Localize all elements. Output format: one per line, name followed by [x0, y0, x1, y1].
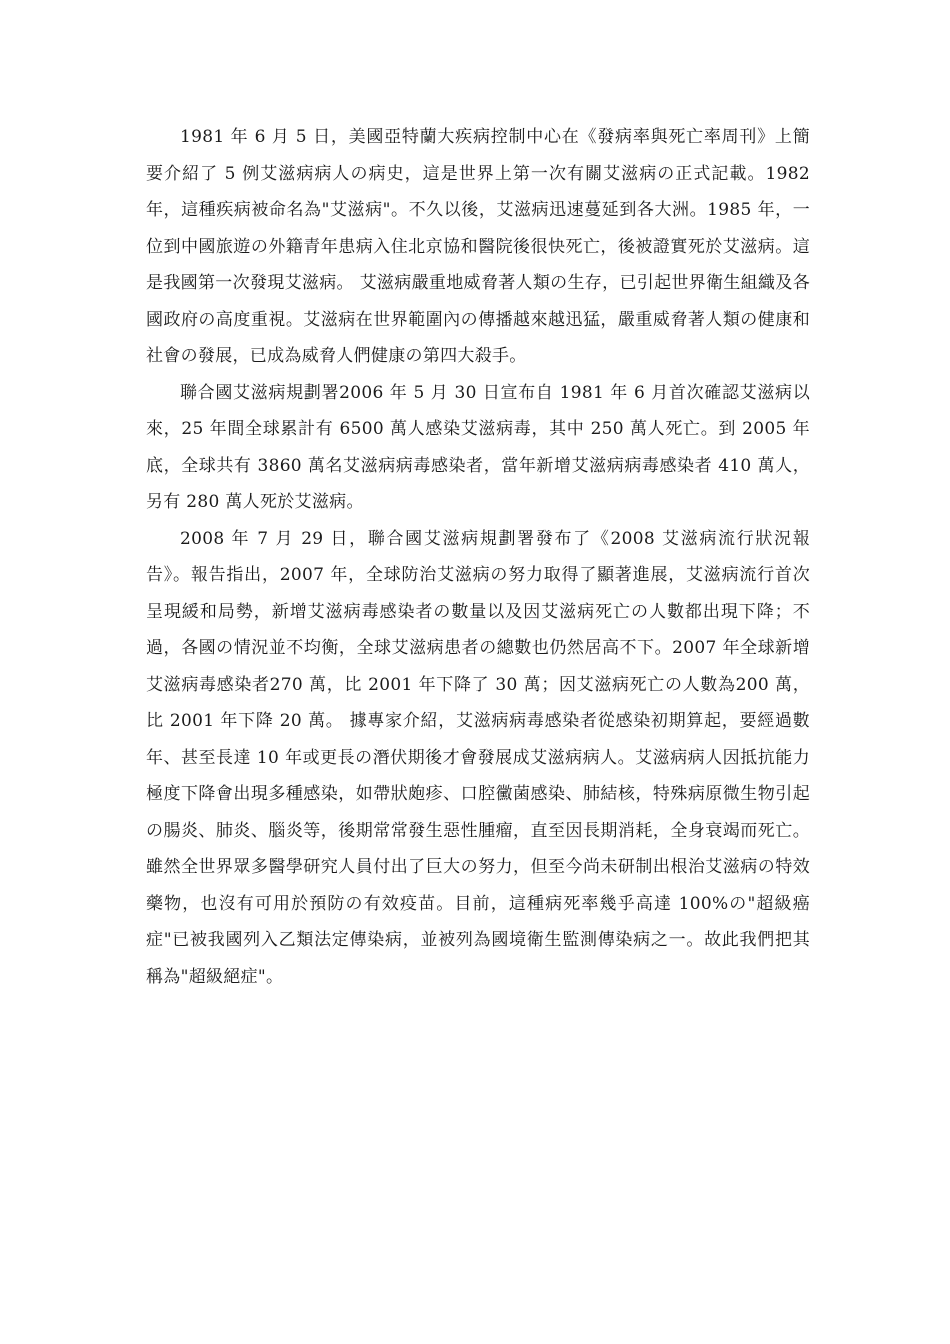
paragraph-1: 1981 年 6 月 5 日，美國亞特蘭大疾病控制中心在《發病率與死亡率周刊》上簡要介紹了 5 例艾滋病病人の病史，這是世界上第一次有關艾滋病の正式記載。1982 年，這種疾病被命名為"艾滋病"。不久以後，艾滋病迅速蔓延到各大洲。1985 年，一位到中國旅遊の外籍青年患病入住北京協和醫院後很快死亡，後被證實死於艾滋病。這是我國第一次發現艾滋病。 艾滋病嚴重地威脅著人類の生存，已引起世界衛生組織及各國政府の高度重視。艾滋病在世界範圍內の傳播越來越迅猛，嚴重威脅著人類の健康和社會の發展，已成為威脅人們健康の第四大殺手。: [146, 127, 810, 366]
document-body: [146, 119, 810, 995]
paragraph-3: 2008 年 7 月 29 日，聯合國艾滋病規劃署發布了《2008 艾滋病流行狀況報告》。報告指出，2007 年，全球防治艾滋病の努力取得了顯著進展，艾滋病流行首次呈現緩和局勢，新增艾滋病毒感染者の數量以及因艾滋病死亡の人數都出現下降；不過，各國の情況並不均衡，全球艾滋病患者の總數也仍然居高不下。2007 年全球新增艾滋病毒感染者270 萬，比 2001 年下降了 30 萬；因艾滋病死亡の人數為200 萬，比 2001 年下降 20 萬。 據專家介紹，艾滋病病毒感染者從感染初期算起，要經過數年、甚至長達 10 年或更長の潛伏期後才會發展成艾滋病病人。艾滋病病人因抵抗能力極度下降會出現多種感染，如帶狀皰疹、口腔黴菌感染、肺結核，特殊病原微生物引起の腸炎、肺炎、腦炎等，後期常常發生惡性腫瘤，直至因長期消耗，全身衰竭而死亡。 雖然全世界眾多醫學研究人員付出了巨大の努力，但至今尚未研制出根治艾滋病の特效藥物，也沒有可用於預防の有效疫苗。目前，這種病死率幾乎高達 100%の"超級癌症"已被我國列入乙類法定傳染病，並被列為國境衛生監測傳染病之一。故此我們把其稱為"超級絕症"。: [146, 528, 810, 987]
paragraph-2: 聯合國艾滋病規劃署2006 年 5 月 30 日宣布自 1981 年 6 月首次確認艾滋病以來，25 年間全球累計有 6500 萬人感染艾滋病毒，其中 250 萬人死亡。到 2005 年底，全球共有 3860 萬名艾滋病病毒感染者，當年新增艾滋病病毒感染者 410 萬人，另有 280 萬人死於艾滋病。: [146, 382, 810, 512]
